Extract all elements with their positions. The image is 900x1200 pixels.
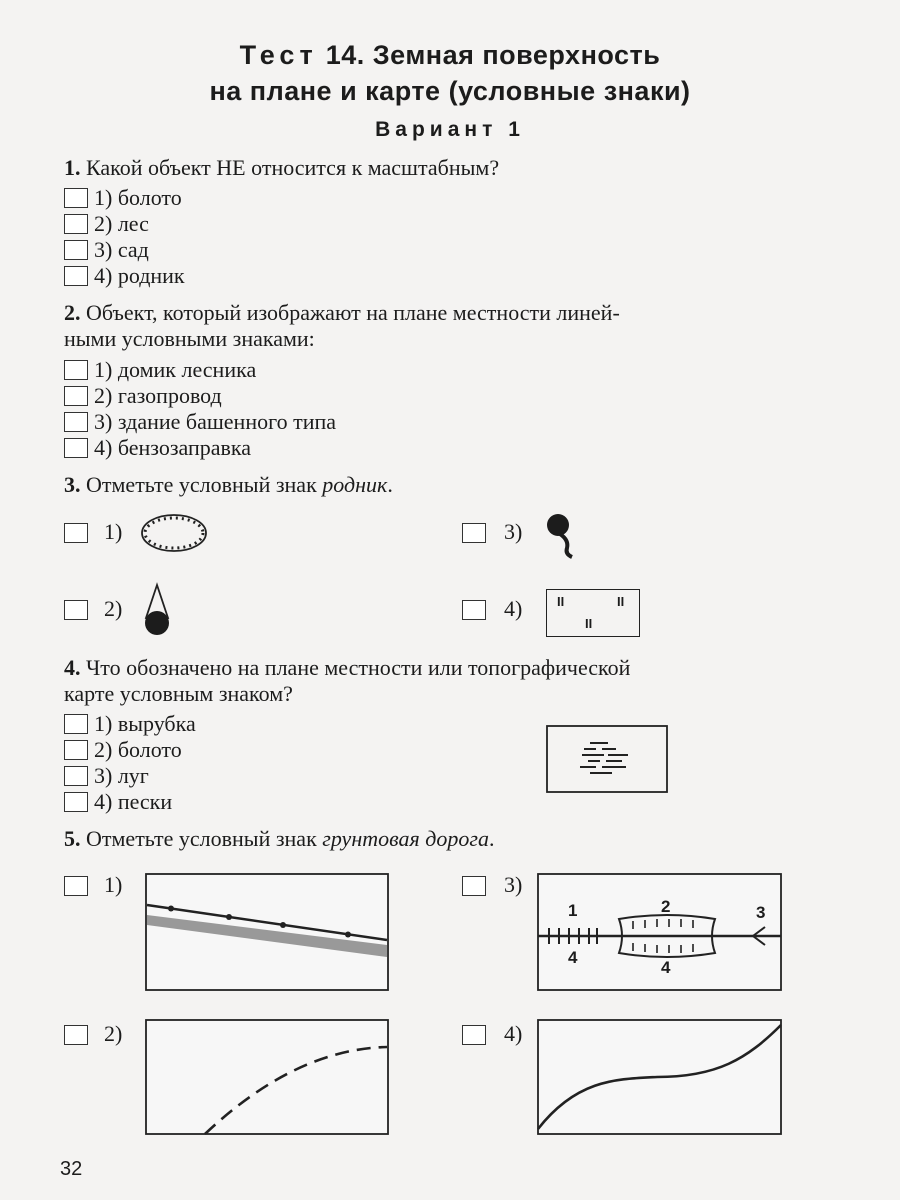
- test-title: [0, 40, 900, 71]
- title-rest: 14. Земная поверхность: [325, 40, 661, 70]
- checkbox[interactable]: [64, 266, 88, 286]
- question-number: 5.: [64, 826, 81, 851]
- q3-checkbox-1[interactable]: [64, 523, 88, 543]
- q5-option-1-label: 1): [104, 872, 123, 897]
- checkbox[interactable]: [64, 792, 88, 812]
- option-label: 3) луг: [94, 763, 149, 788]
- solid-curve-symbol: [537, 1019, 782, 1135]
- checkbox[interactable]: [64, 240, 88, 260]
- q5-option-4-label: 4): [504, 1021, 523, 1046]
- diagram-label: 3: [756, 903, 766, 922]
- q5-option-2-label: 2): [104, 1021, 123, 1046]
- q3-checkbox-3[interactable]: [462, 523, 486, 543]
- question-text: Отметьте условный знак: [86, 472, 317, 497]
- question-1: [64, 155, 499, 181]
- q4-option-1[interactable]: [64, 712, 196, 736]
- diagram-label: 4: [661, 958, 671, 977]
- q3-checkbox-4[interactable]: [462, 600, 486, 620]
- mark: II: [585, 616, 593, 631]
- checkbox[interactable]: [64, 766, 88, 786]
- q4-option-3[interactable]: [64, 764, 149, 788]
- option-label: 4) родник: [94, 263, 185, 288]
- option-label: 1) болото: [94, 185, 182, 210]
- option-label: 4) бензозаправка: [94, 435, 252, 460]
- river-crossing-symbol: [537, 873, 782, 991]
- road-with-rail-symbol: [145, 873, 389, 991]
- q2-option-3[interactable]: [64, 410, 336, 434]
- option-label: 4) пески: [94, 789, 173, 814]
- diagram-label: 1: [568, 901, 578, 920]
- question-number: 2.: [64, 300, 81, 325]
- q2-option-4[interactable]: [64, 436, 251, 460]
- checkbox[interactable]: [64, 438, 88, 458]
- q2-option-1[interactable]: [64, 358, 256, 382]
- mark: II: [557, 594, 565, 609]
- question-text-line2: ными условными знаками:: [64, 326, 315, 351]
- swamp-symbol-box: [546, 725, 668, 793]
- question-5: [64, 826, 494, 852]
- q1-option-4[interactable]: [64, 264, 185, 288]
- question-end: .: [387, 472, 393, 497]
- variant-heading: Вариант 1: [375, 118, 525, 141]
- dashed-road-symbol: [145, 1019, 389, 1135]
- q5-checkbox-3[interactable]: [462, 876, 486, 896]
- q3-option-1-label: 1): [104, 519, 123, 544]
- option-label: 2) лес: [94, 211, 149, 236]
- mark: II: [617, 594, 625, 609]
- question-4: [64, 655, 630, 707]
- checkbox[interactable]: [64, 740, 88, 760]
- q1-option-3[interactable]: [64, 238, 149, 262]
- checkbox[interactable]: [64, 214, 88, 234]
- question-number: 4.: [64, 655, 81, 680]
- q3-option-3-label: 3): [504, 519, 523, 544]
- title-word: Тест: [239, 40, 318, 70]
- q5-option-3-label: 3): [504, 872, 523, 897]
- q5-checkbox-4[interactable]: [462, 1025, 486, 1045]
- question-number: 1.: [64, 155, 81, 180]
- question-term: родник: [322, 472, 388, 497]
- option-label: 2) газопровод: [94, 383, 222, 408]
- q1-option-1[interactable]: [64, 186, 182, 210]
- question-2: [64, 300, 620, 352]
- checkbox[interactable]: [64, 412, 88, 432]
- page-number: 32: [60, 1158, 83, 1180]
- question-text: Отметьте условный знак: [86, 826, 317, 851]
- diagram-label: 4: [568, 948, 578, 967]
- building-symbol-box: [546, 589, 640, 637]
- question-text-line2: карте условным знаком?: [64, 681, 293, 706]
- checkbox[interactable]: [64, 714, 88, 734]
- diagram-label: 2: [661, 897, 671, 916]
- question-3: [64, 472, 393, 498]
- q3-option-4-label: 4): [504, 596, 523, 621]
- option-label: 3) здание башенного типа: [94, 409, 336, 434]
- q4-option-2[interactable]: [64, 738, 182, 762]
- checkbox[interactable]: [64, 360, 88, 380]
- option-label: 2) болото: [94, 737, 182, 762]
- question-text: Какой объект НЕ относится к масштабным?: [86, 155, 500, 180]
- q4-option-4[interactable]: [64, 790, 172, 814]
- option-label: 1) домик лесника: [94, 357, 257, 382]
- question-number: 3.: [64, 472, 81, 497]
- question-term: грунтовая дорога: [322, 826, 489, 851]
- q5-checkbox-1[interactable]: [64, 876, 88, 896]
- q3-checkbox-2[interactable]: [64, 600, 88, 620]
- q5-checkbox-2[interactable]: [64, 1025, 88, 1045]
- dotted-oval-symbol: [140, 512, 210, 554]
- checkbox[interactable]: [64, 188, 88, 208]
- triangle-with-dot-symbol: [140, 582, 176, 638]
- question-text-line1: Что обозначено на плане местности или топографической: [86, 655, 631, 680]
- q1-option-2[interactable]: [64, 212, 149, 236]
- spring-symbol: [545, 512, 585, 560]
- option-label: 3) сад: [94, 237, 149, 262]
- option-label: 1) вырубка: [94, 711, 196, 736]
- test-title-line2: на плане и карте (условные знаки): [209, 76, 691, 106]
- q2-option-2[interactable]: [64, 384, 222, 408]
- question-end: .: [488, 826, 495, 851]
- q3-option-2-label: 2): [104, 596, 123, 621]
- checkbox[interactable]: [64, 386, 88, 406]
- question-text-line1: Объект, который изображают на плане местности линей-: [86, 300, 620, 325]
